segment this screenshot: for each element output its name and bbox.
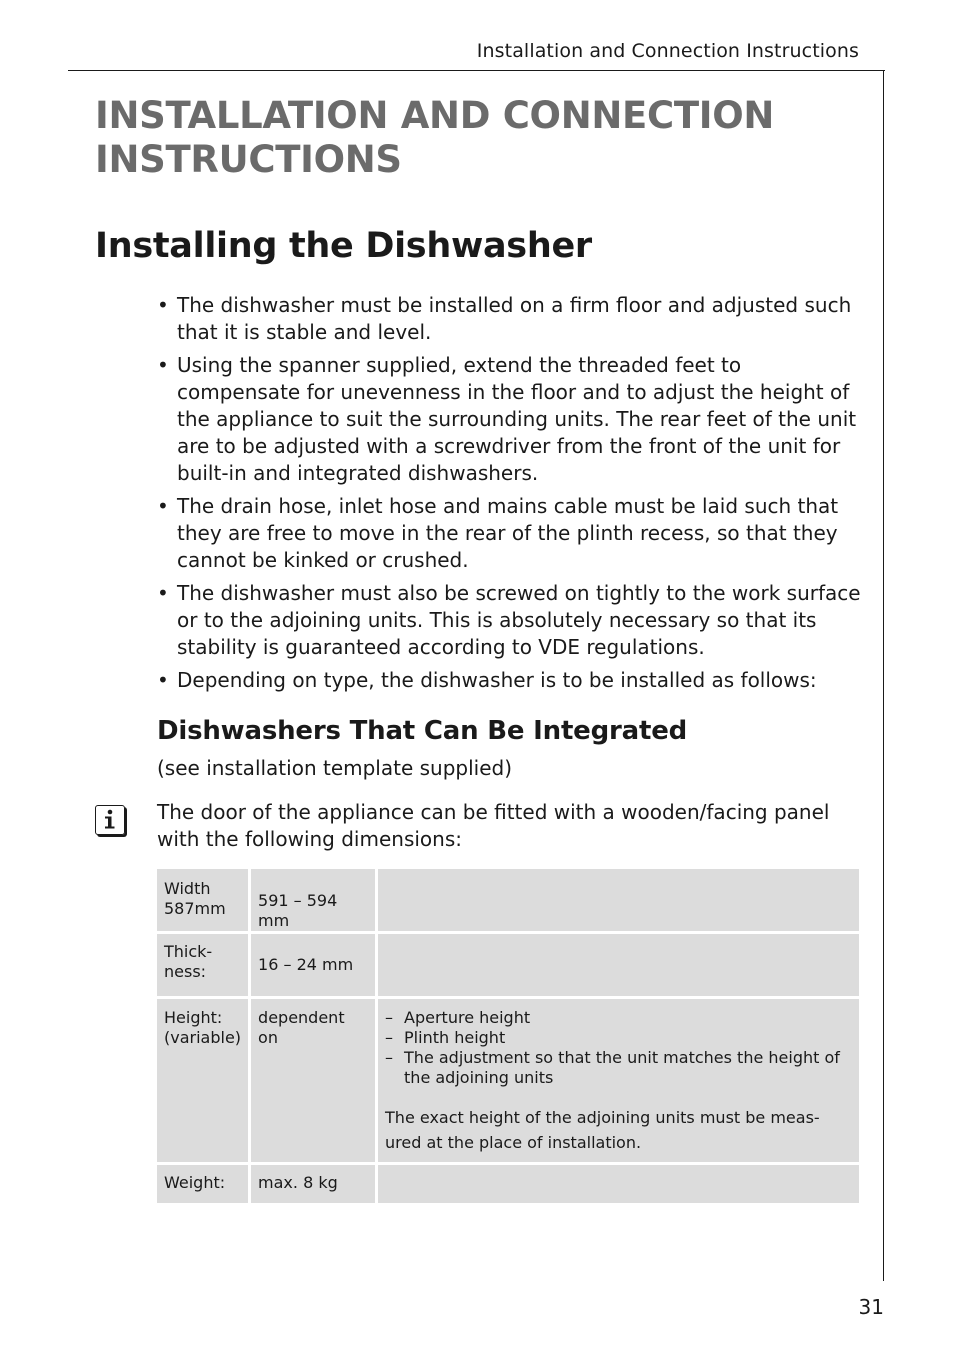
bullet-marker: •: [157, 353, 169, 377]
label-line: Width: [164, 879, 211, 898]
dimension-label: [157, 869, 251, 934]
label-line: 587mm: [164, 899, 226, 918]
label-line: ness:: [164, 962, 207, 981]
info-text: The door of the appliance can be fitted with a wooden/facing panel with the following dimensions:: [157, 800, 830, 851]
dash-marker: –: [385, 1028, 394, 1047]
section-title: INSTALLATION AND CONNECTION INSTRUCTIONS: [95, 94, 775, 181]
list-item: [385, 1028, 852, 1048]
bullet-text: The dishwasher must be installed on a firm floor and adjusted such that it is stable and level.: [177, 293, 852, 344]
side-rule: [883, 70, 884, 1281]
bullet-text: Depending on type, the dishwasher is to be installed as follows:: [177, 668, 817, 692]
dimension-value: 16 – 24 mm: [251, 934, 378, 999]
table-row: [157, 934, 859, 999]
bullet-item: [157, 493, 862, 574]
bullet-text: The dishwasher must also be screwed on tightly to the work surface or to the adjoining units. This is absolutely necessary so that its stability is guaranteed according to VDE regulations.: [177, 581, 861, 659]
list-item: [385, 1008, 852, 1028]
bullet-marker: •: [157, 581, 169, 605]
bullet-marker: •: [157, 494, 169, 518]
bullet-item: [157, 667, 862, 694]
dimension-details: [378, 999, 859, 1165]
table-row: [157, 999, 859, 1165]
dimension-details: [378, 869, 859, 934]
height-note: The exact height of the adjoining units must be meas-ured at the place of installation.: [385, 1108, 820, 1152]
table-row: [157, 1165, 859, 1206]
subsection-title: Dishwashers That Can Be Integrated: [157, 716, 688, 746]
list-item: [385, 1048, 852, 1088]
page-number: 31: [858, 1295, 884, 1319]
bullet-item: [157, 292, 862, 346]
dash-marker: –: [385, 1048, 394, 1067]
bullet-item: [157, 352, 862, 487]
header-rule: [68, 70, 885, 71]
dash-marker: –: [385, 1008, 394, 1027]
bullet-marker: •: [157, 293, 169, 317]
list-item-text: The adjustment so that the unit matches the height of the adjoining units: [404, 1048, 840, 1087]
table-row: [157, 869, 859, 934]
dimension-value: max. 8 kg: [251, 1165, 378, 1206]
subsection-note: (see installation template supplied): [157, 756, 513, 780]
dimension-details: [378, 1165, 859, 1206]
running-header: Installation and Connection Instructions: [476, 40, 859, 62]
list-item-text: Aperture height: [404, 1008, 531, 1027]
label-line: Thick-: [164, 942, 213, 961]
height-factor-list: [385, 1008, 852, 1088]
dimension-label: [157, 1165, 251, 1206]
dimension-label: [157, 999, 251, 1165]
dimension-value: dependent on: [251, 999, 378, 1165]
dimensions-table: [157, 869, 859, 1206]
list-item-text: Plinth height: [404, 1028, 506, 1047]
bullet-marker: •: [157, 668, 169, 692]
label-line: Weight:: [164, 1173, 226, 1192]
dimension-details: [378, 934, 859, 999]
dimension-value: 591 – 594 mm: [251, 869, 378, 934]
bullet-list: [157, 292, 862, 700]
bullet-item: [157, 580, 862, 661]
info-icon: [95, 805, 125, 835]
label-line: (variable): [164, 1028, 242, 1047]
page-title: Installing the Dishwasher: [95, 226, 592, 266]
label-line: Height:: [164, 1008, 223, 1027]
dimension-label: [157, 934, 251, 999]
bullet-text: Using the spanner supplied, extend the threaded feet to compensate for unevenness in the floor and to adjust the height of the appliance to suit the surrounding units. The rear feet of the unit are to be adjusted with a screwdriver from the front of the unit for built-in and integrated dishwashers.: [177, 353, 857, 485]
bullet-text: The drain hose, inlet hose and mains cable must be laid such that they are free to move in the rear of the plinth recess, so that they cannot be kinked or crushed.: [177, 494, 839, 572]
